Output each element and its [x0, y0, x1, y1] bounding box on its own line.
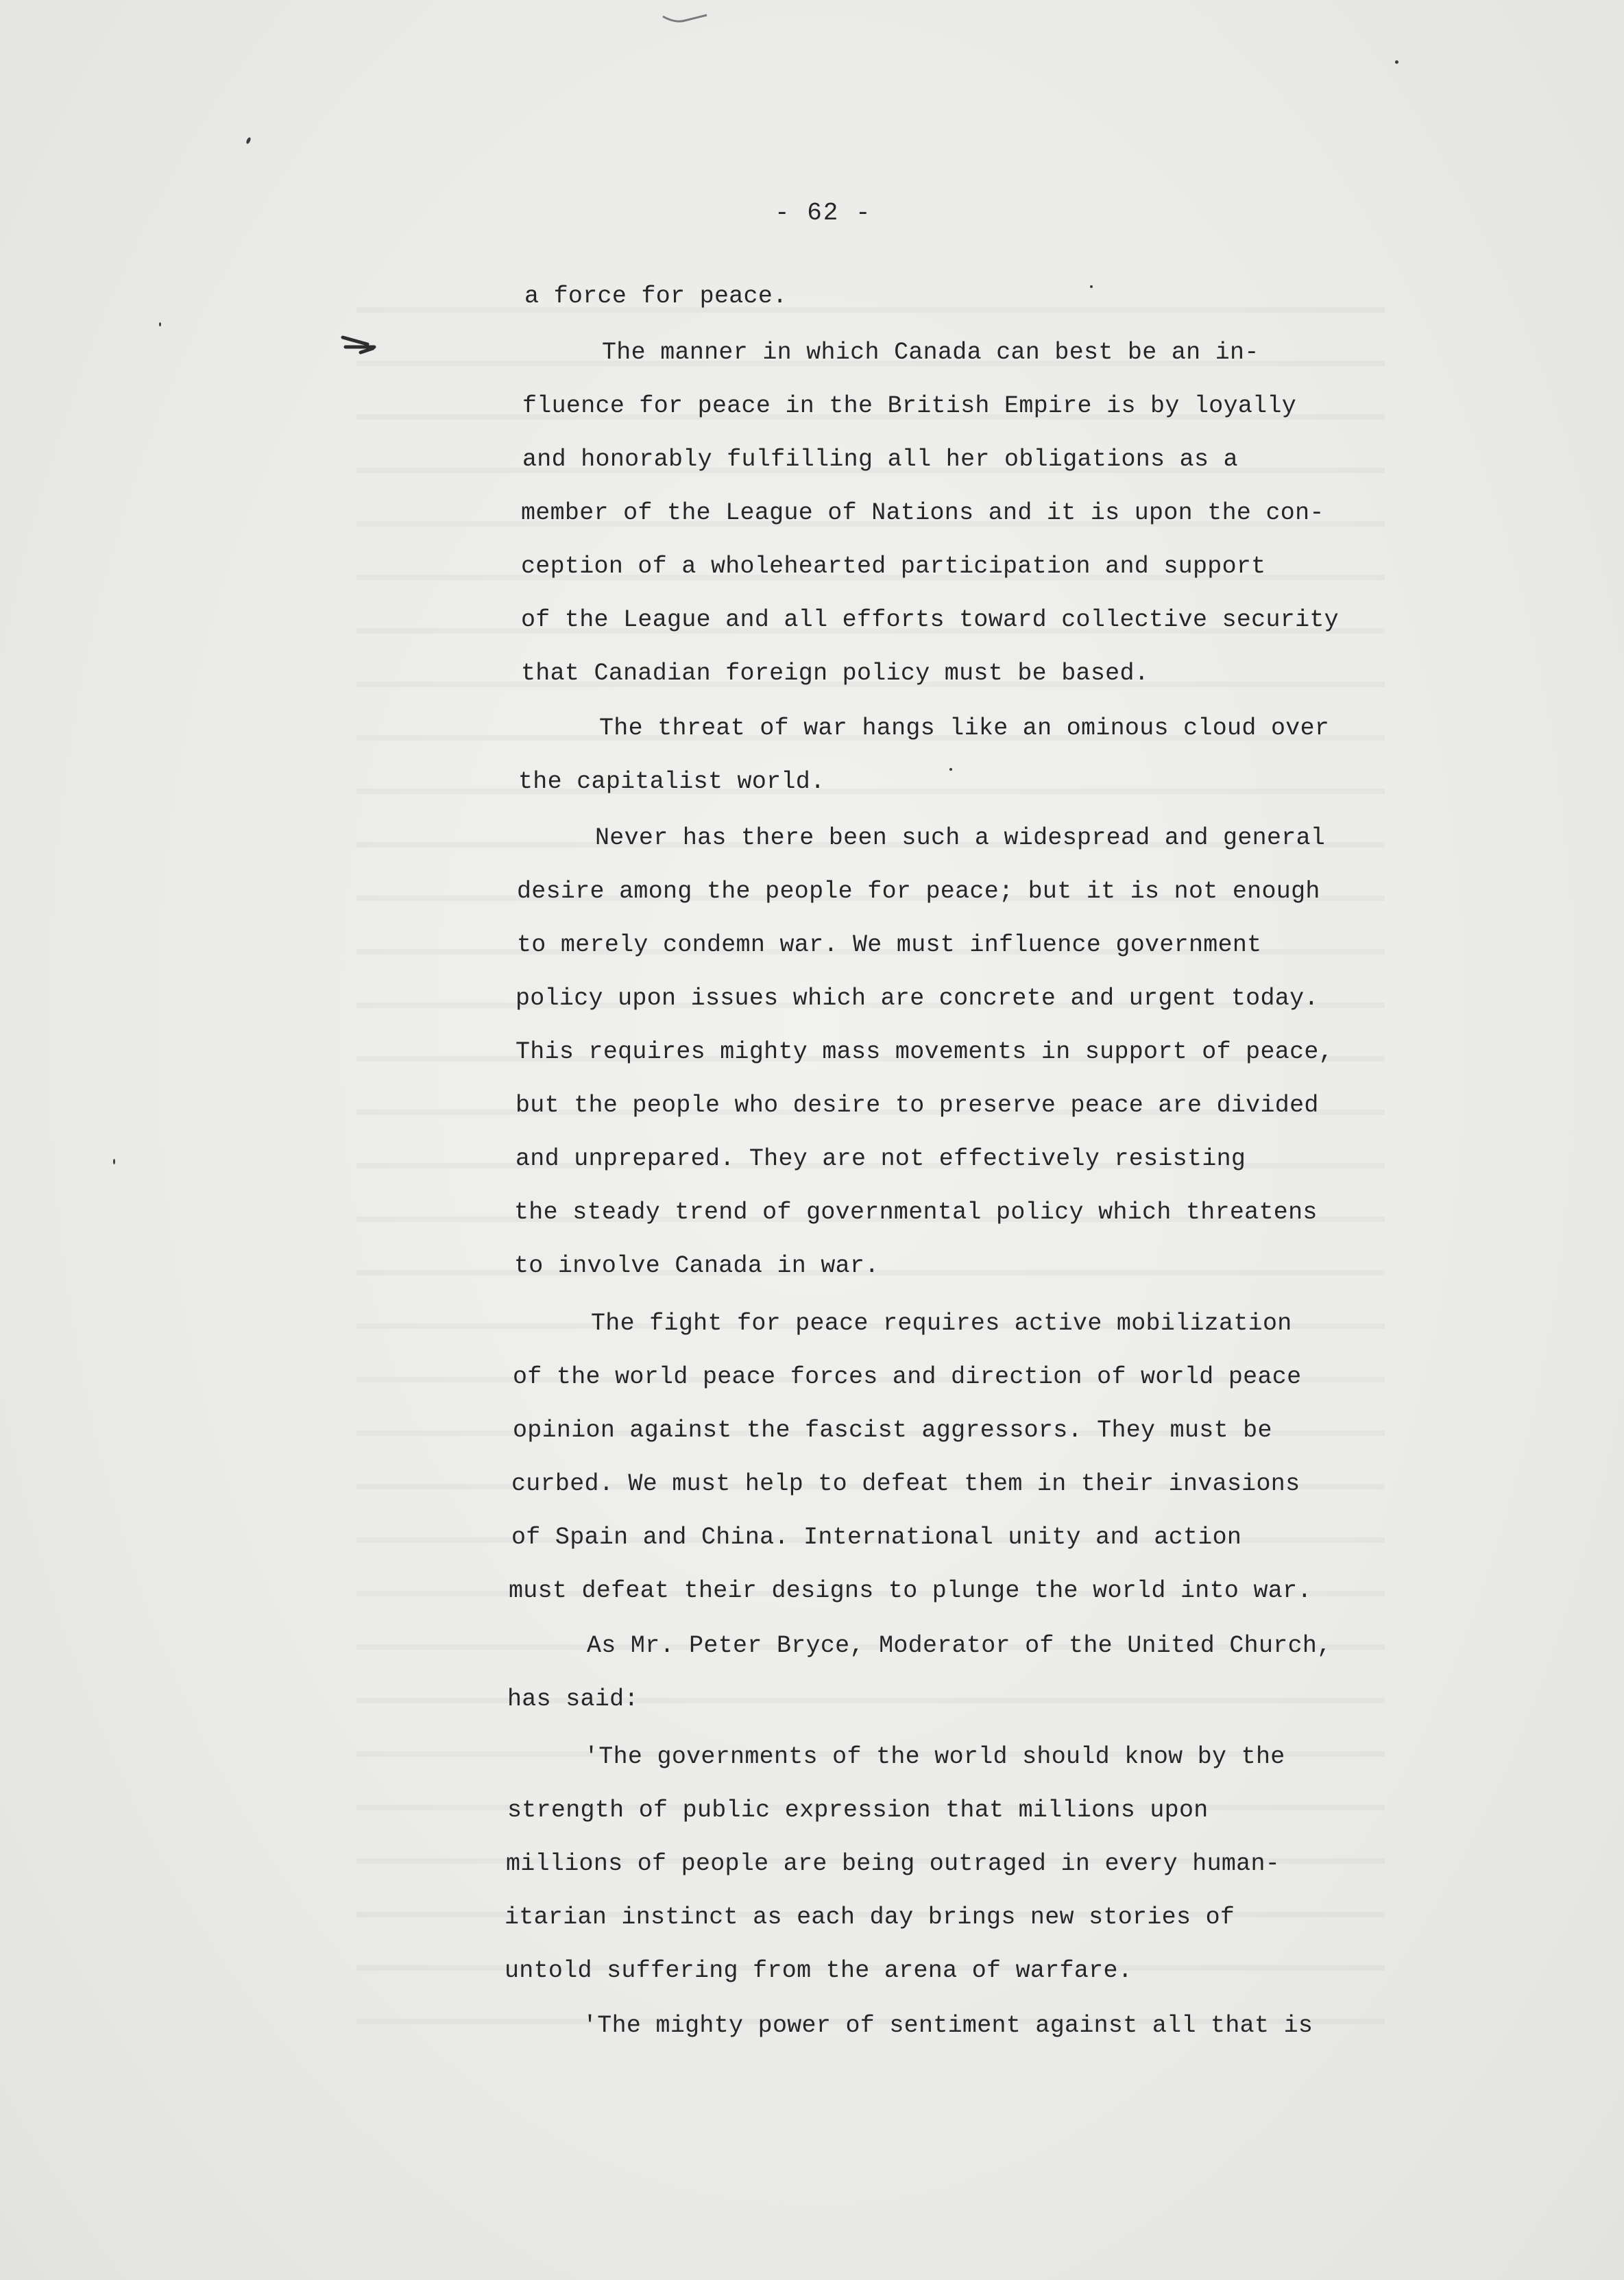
top-scribble-mark — [662, 12, 710, 27]
text-line-26: As Mr. Peter Bryce, Moderator of the United Church, — [587, 1632, 1332, 1659]
margin-arrow-mark — [340, 333, 381, 361]
text-line-15: This requires mighty mass movements in support of peace, — [516, 1038, 1333, 1066]
page-number: - 62 - — [775, 199, 872, 227]
text-line-31: itarian instinct as each day brings new stories of — [505, 1904, 1235, 1931]
text-line-13: to merely condemn war. We must influence government — [517, 931, 1262, 959]
text-line-30: millions of people are being outraged in every human- — [506, 1850, 1281, 1877]
text-line-29: strength of public expression that millions upon — [507, 1797, 1209, 1824]
text-line-16: but the people who desire to preserve peace are divided — [516, 1092, 1319, 1119]
text-line-33: 'The mighty power of sentiment against all that is — [583, 2012, 1313, 2039]
text-line-5: member of the League of Nations and it is upon the con- — [521, 499, 1324, 527]
text-line-17: and unprepared. They are not effectively resisting — [516, 1145, 1246, 1173]
text-line-28: 'The governments of the world should know by the — [584, 1743, 1285, 1771]
text-line-23: curbed. We must help to defeat them in their invasions — [511, 1470, 1300, 1498]
text-dot-2 — [949, 768, 952, 771]
left-margin-dot — [159, 322, 161, 326]
text-line-22: opinion against the fascist aggressors. They must be — [513, 1417, 1272, 1444]
text-line-11: Never has there been such a widespread and general — [595, 824, 1326, 852]
text-line-7: of the League and all efforts toward collective security — [521, 606, 1339, 634]
text-line-25: must defeat their designs to plunge the world into war. — [509, 1577, 1312, 1605]
text-line-4: and honorably fulfilling all her obligations as a — [522, 446, 1238, 473]
text-line-20: The fight for peace requires active mobilization — [591, 1310, 1292, 1337]
text-line-24: of Spain and China. International unity and action — [511, 1524, 1242, 1551]
text-line-27: has said: — [507, 1685, 639, 1713]
text-line-21: of the world peace forces and direction of world peace — [513, 1363, 1302, 1391]
text-line-12: desire among the people for peace; but it is not enough — [517, 878, 1320, 905]
text-line-3: fluence for peace in the British Empire is by loyally — [522, 392, 1297, 420]
text-line-14: policy upon issues which are concrete and urgent today. — [516, 985, 1319, 1012]
left-margin-dash — [113, 1159, 115, 1164]
text-line-1: a force for peace. — [524, 283, 788, 310]
text-line-8: that Canadian foreign policy must be based. — [521, 660, 1150, 687]
left-tick-mark — [245, 136, 252, 144]
text-line-19: to involve Canada in war. — [514, 1252, 880, 1280]
corner-dot-mark — [1395, 60, 1398, 64]
text-line-18: the steady trend of governmental policy which threatens — [514, 1199, 1318, 1226]
text-line-2: The manner in which Canada can best be an in- — [602, 339, 1259, 366]
text-dot-1 — [1090, 285, 1093, 288]
text-line-6: ception of a wholehearted participation and support — [521, 553, 1266, 580]
text-line-9: The threat of war hangs like an ominous cloud over — [599, 715, 1330, 742]
text-line-10: the capitalist world. — [518, 768, 825, 795]
text-line-32: untold suffering from the arena of warfare. — [505, 1957, 1133, 1984]
